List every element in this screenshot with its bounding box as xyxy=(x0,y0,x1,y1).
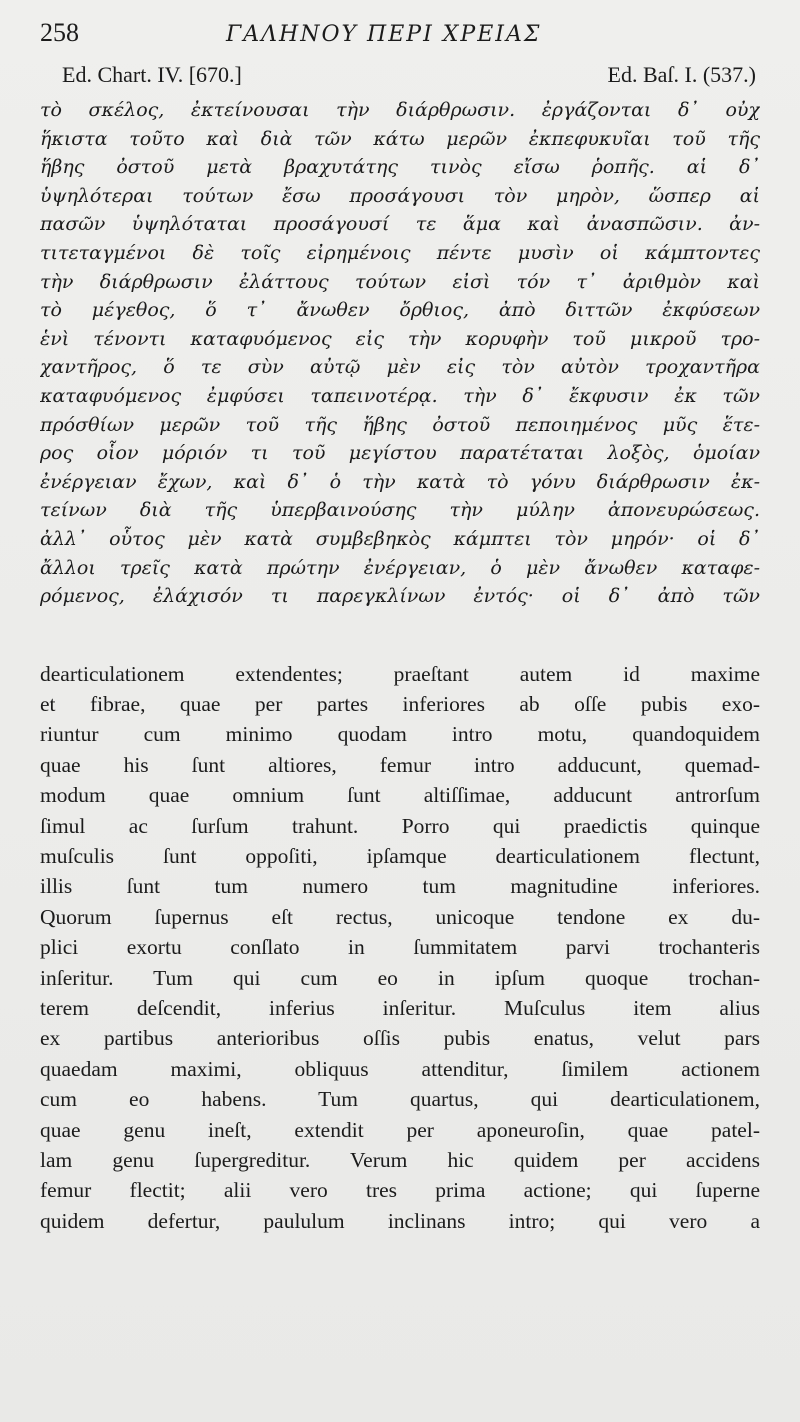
latin-line: modum quae omnium ſunt altiſſimae, adducunt antrorſum xyxy=(40,783,760,808)
section-gap xyxy=(40,611,760,659)
greek-line: πασῶν ὑψηλόταται προσάγουσί τε ἅμα καὶ ἀνασπῶσιν. ἀν- xyxy=(40,213,760,236)
greek-line: ἐνέργειαν ἔχων, καὶ δ᾽ ὁ τὴν κατὰ τὸ γόνυ διάρθρωσιν ἐκ- xyxy=(40,470,760,493)
greek-line: χαντῆρος, ὅ τε σὺν αὐτῷ μὲν εἰς τὸν αὐτὸν τροχαντῆρα xyxy=(40,356,760,379)
latin-line: cum eo habens. Tum quartus, qui dearticulationem, xyxy=(40,1087,760,1112)
greek-line: ἥκιστα τοῦτο καὶ διὰ τῶν κάτω μερῶν ἐκπεφυκυῖαι τοῦ τῆς xyxy=(40,127,760,150)
latin-line: femur flectit; alii vero tres prima actione; qui ſuperne xyxy=(40,1178,760,1203)
latin-line: riuntur cum minimo quodam intro motu, quandoquidem xyxy=(40,722,760,747)
latin-line: ex partibus anterioribus oſſis pubis enatus, velut pars xyxy=(40,1026,760,1051)
latin-line: Quorum ſupernus eſt rectus, unicoque tendone ex du- xyxy=(40,904,760,929)
edition-reference-right: Ed. Baſ. I. (537.) xyxy=(607,62,756,87)
greek-line: τείνων διὰ τῆς ὑπερβαινούσης τὴν μύλην ἀπονευρώσεως. xyxy=(40,499,760,522)
latin-text-block xyxy=(40,659,760,1236)
greek-line: τὸ σκέλος, ἐκτείνουσαι τὴν διάρθρωσιν. ἐργάζονται δ᾽ οὐχ xyxy=(40,99,760,121)
edition-reference-left: Ed. Chart. IV. [670.] xyxy=(62,62,242,87)
latin-line: quae genu ineſt, extendit per aponeuroſin, quae patel- xyxy=(40,1117,760,1142)
latin-line: plici exortu conſlato in ſummitatem parvi trochanteris xyxy=(40,935,760,960)
running-head xyxy=(40,18,760,62)
edition-reference-line xyxy=(40,62,760,94)
latin-line: muſculis ſunt oppoſiti, ipſamque dearticulationem flectunt, xyxy=(40,844,760,869)
page-number: 258 xyxy=(40,18,79,47)
latin-line: quaedam maximi, obliquus attenditur, ſimilem actionem xyxy=(40,1056,760,1081)
greek-line: τὸ μέγεθος, ὅ τ᾽ ἄνωθεν ὄρθιος, ἀπὸ διττῶν ἐκφύσεων xyxy=(40,299,760,322)
latin-line: quae his ſunt altiores, femur intro adducunt, quemad- xyxy=(40,752,760,777)
latin-line: inſeritur. Tum qui cum eo in ipſum quoque trochan- xyxy=(40,965,760,990)
latin-line: lam genu ſupergreditur. Verum hic quidem per accidens xyxy=(40,1147,760,1172)
greek-line: ἀλλ᾽ οὗτος μὲν κατὰ συμβεβηκὸς κάμπτει τὸν μηρόν· οἱ δ᾽ xyxy=(40,527,760,550)
greek-line: καταφυόμενος ἐμφύσει ταπεινοτέρᾳ. τὴν δ᾽ ἔκφυσιν ἐκ τῶν xyxy=(40,384,760,407)
greek-line: ὑψηλότεραι τούτων ἔσω προσάγουσι τὸν μηρὸν, ὥσπερ αἱ xyxy=(40,184,760,207)
greek-line: πρόσθίων μερῶν τοῦ τῆς ἥβης ὀστοῦ πεποιημένος μῦς ἕτε- xyxy=(40,413,760,436)
latin-line: dearticulationem extendentes; praeſtant autem id maxime xyxy=(40,661,760,686)
latin-line: ſimul ac ſurſum trahunt. Porro qui praedictis quinque xyxy=(40,813,760,838)
greek-text-block xyxy=(40,96,760,611)
greek-line: ἑνὶ τένοντι καταφυόμενος εἰς τὴν κορυφὴν τοῦ μικροῦ τρο- xyxy=(40,327,760,350)
greek-line: ἄλλοι τρεῖς κατὰ πρώτην ἐνέργειαν, ὁ μὲν ἄνωθεν καταφε- xyxy=(40,556,760,579)
greek-line: τιτεταγμένοι δὲ τοῖς εἰρημένοις πέντε μυσὶν οἱ κάμπτοντες xyxy=(40,241,760,264)
latin-line: quidem defertur, paululum inclinans intro; qui vero a xyxy=(40,1208,760,1233)
latin-line: et fibrae, quae per partes inferiores ab oſſe pubis exo- xyxy=(40,692,760,717)
greek-line: ρόμενος, ἐλάχισόν τι παρεγκλίνων ἐντός· οἱ δ᾽ ἀπὸ τῶν xyxy=(40,585,760,608)
greek-line: ἥβης ὀστοῦ μετὰ βραχυτάτης τινὸς εἴσω ῥοπῆς. αἱ δ᾽ xyxy=(40,156,760,179)
latin-line: illis ſunt tum numero tum magnitudine inferiores. xyxy=(40,874,760,899)
greek-line: ρος οἷον μόριόν τι τοῦ μεγίστου παρατέταται λοξὸς, ὁμοίαν xyxy=(40,442,760,465)
running-title: ΓΑΛΗΝΟΥ ΠΕΡΙ ΧΡΕΙΑΣ xyxy=(226,22,542,47)
greek-line: τὴν διάρθρωσιν ἐλάττους τούτων εἰσὶ τόν τ᾽ ἀριθμὸν καὶ xyxy=(40,270,760,293)
latin-line: terem deſcendit, inferius inſeritur. Muſculus item alius xyxy=(40,995,760,1020)
